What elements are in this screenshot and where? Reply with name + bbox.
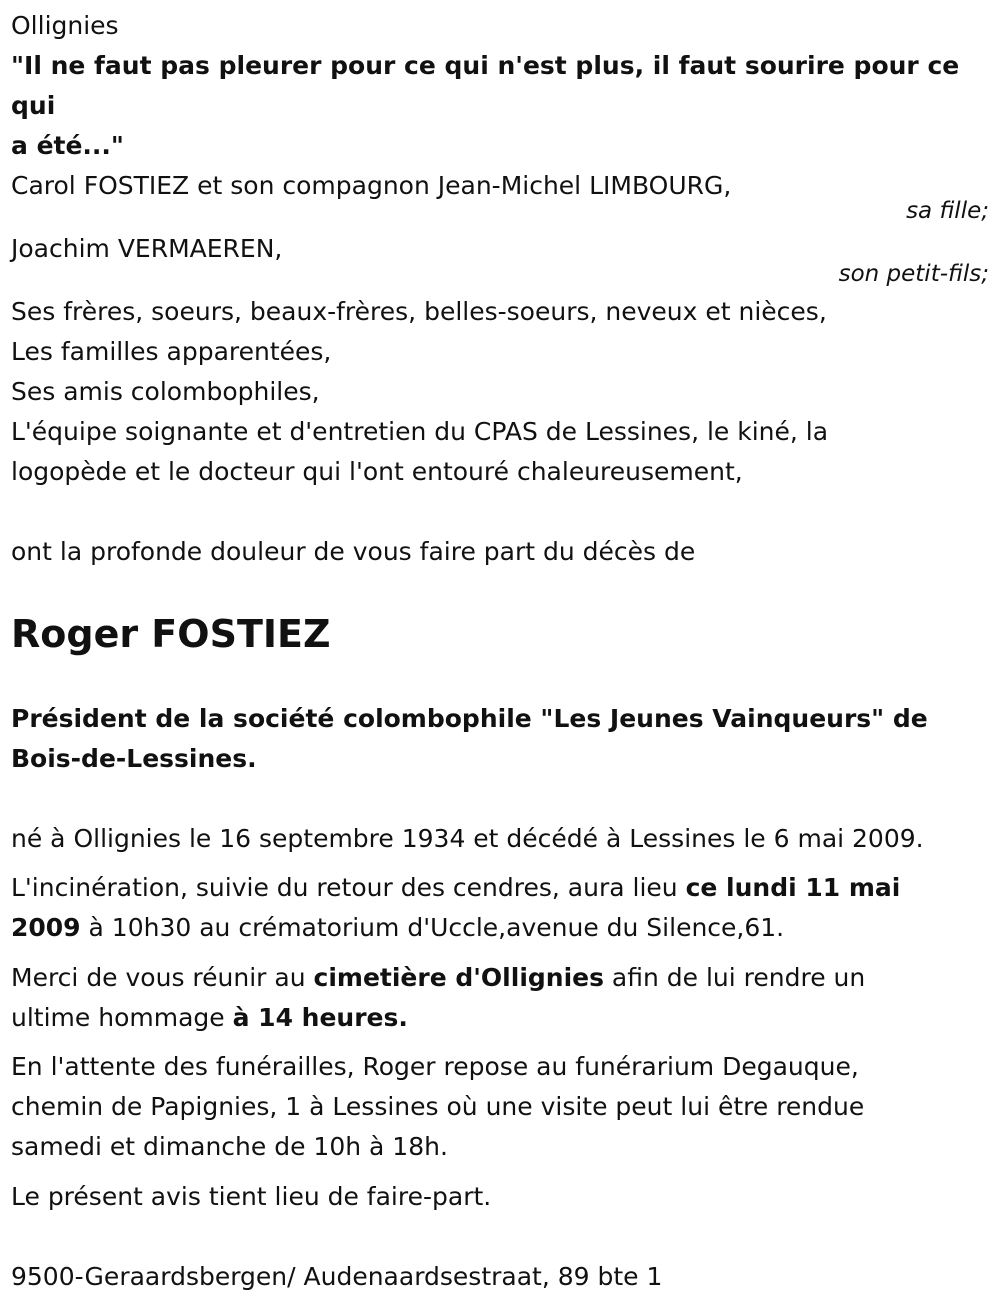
cremation-date: ce lundi 11 mai [685, 873, 901, 902]
meeting-place: cimetière d'Ollignies [313, 963, 604, 992]
address-text: 9500-Geraardsbergen/ Audenaardsestraat, 89 bte 1 [11, 1262, 663, 1291]
funeral-line-3: samedi et dimanche de 10h à 18h. [11, 1132, 448, 1161]
cremation-suffix: à 10h30 au crématorium d'Uccle,avenue du Silence,61. [80, 913, 785, 942]
notice-text: Le présent avis tient lieu de faire-part. [11, 1182, 492, 1211]
meeting-prefix: Merci de vous réunir au [11, 963, 314, 992]
announcement-text: ont la profonde douleur de vous faire part du décès de [11, 537, 696, 566]
family-list-item: Les familles apparentées, [11, 337, 332, 366]
location-label: Ollignies [11, 11, 119, 40]
funeral-line-1: En l'attente des funérailles, Roger repose au funérarium Degauque, [11, 1052, 859, 1081]
birth-death-text: né à Ollignies le 16 septembre 1934 et décédé à Lessines le 6 mai 2009. [11, 824, 924, 853]
deceased-name: Roger FOSTIEZ [11, 612, 331, 656]
cremation-prefix: L'incinération, suivie du retour des cendres, aura lieu [11, 873, 686, 902]
deceased-title [11, 699, 928, 779]
meeting-paragraph [11, 958, 865, 1038]
quote-line-2: a été..." [11, 131, 124, 160]
grandson-role: son petit-fils; [838, 261, 989, 287]
deceased-title-line-2: Bois-de-Lessines. [11, 744, 257, 773]
family-list-item: Ses frères, soeurs, beaux-frères, belles-soeurs, neveux et nièces, [11, 297, 827, 326]
meeting-middle: afin de lui rendre un [603, 963, 866, 992]
family-list-item: logopède et le docteur qui l'ont entouré chaleureusement, [11, 457, 743, 486]
cremation-paragraph [11, 868, 900, 948]
meeting-line2-prefix: ultime hommage [11, 1003, 233, 1032]
funeral-paragraph [11, 1047, 864, 1167]
quote [11, 46, 989, 166]
meeting-time: à 14 heures. [232, 1003, 408, 1032]
deceased-title-line-1: Président de la société colombophile "Les Jeunes Vainqueurs" de [11, 704, 928, 733]
family-list [11, 292, 828, 492]
daughter-name: Carol FOSTIEZ et son compagnon Jean-Michel LIMBOURG, [11, 171, 732, 200]
grandson-name: Joachim VERMAEREN, [11, 234, 283, 263]
quote-line-1: "Il ne faut pas pleurer pour ce qui n'est plus, il faut sourire pour ce qui [11, 51, 960, 120]
family-list-item: Ses amis colombophiles, [11, 377, 320, 406]
family-list-item: L'équipe soignante et d'entretien du CPAS de Lessines, le kiné, la [11, 417, 829, 446]
daughter-role: sa fille; [906, 198, 989, 224]
cremation-year: 2009 [11, 913, 81, 942]
funeral-line-2: chemin de Papignies, 1 à Lessines où une visite peut lui être rendue [11, 1092, 865, 1121]
